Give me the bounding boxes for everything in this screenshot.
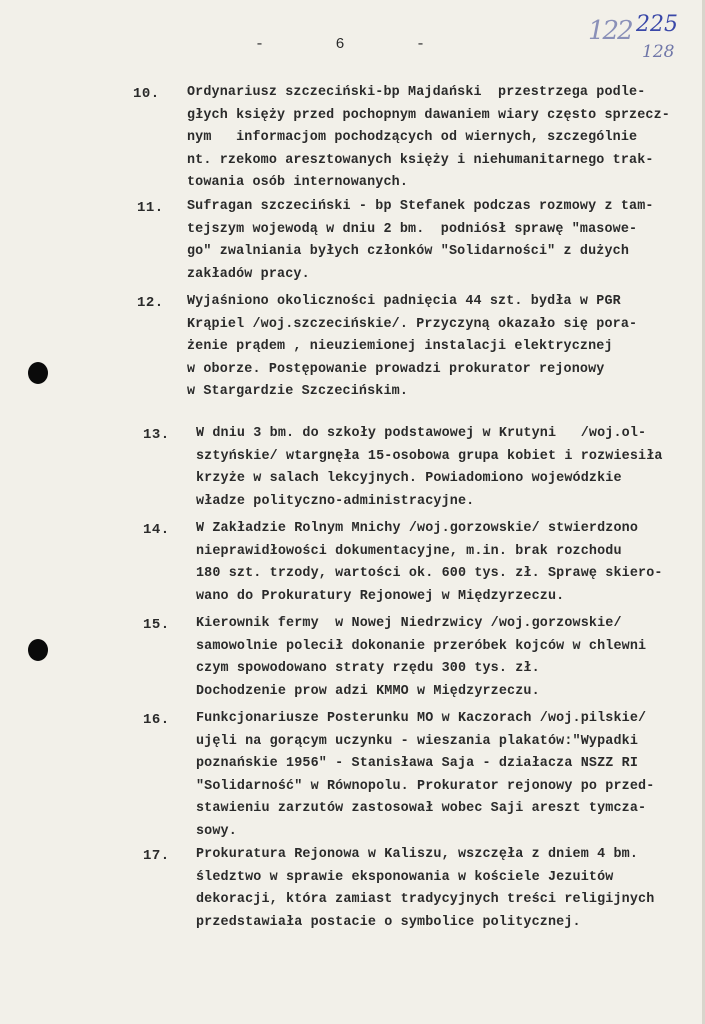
item-number: 11. xyxy=(137,200,164,216)
item-text-line: w Stargardzie Szczecińskim. xyxy=(187,384,409,400)
handwritten-number-1: 225 xyxy=(636,12,678,37)
item-text-line: 180 szt. trzody, wartości ok. 600 tys. zł. Sprawę skiero- xyxy=(196,566,663,582)
item-text-line: Prokuratura Rejonowa w Kaliszu, wszczęła z dniem 4 bm. xyxy=(196,847,639,862)
item-text-line: krzyże w salach lekcyjnych. Powiadomiono wojewódzkie xyxy=(196,471,622,487)
item-text-line: tejszym wojewodą w dniu 2 bm. podniósł sprawę "masowe- xyxy=(187,221,638,237)
item-text-line: czym spowodowano straty rzędu 300 tys. zł. xyxy=(196,661,540,677)
crossed-out-number: 122 xyxy=(588,16,632,46)
item-text-line: Dochodzenie prow adzi KMMO w Międzyrzeczu. xyxy=(196,683,540,699)
item-text-line: nieprawidłowości dokumentacyjne, m.in. brak rozchodu xyxy=(196,543,622,559)
item-text-line: go" zwalniania byłych członków "Solidarności" z dużych xyxy=(187,244,630,260)
item-text-line: zakładów pracy. xyxy=(187,266,310,282)
item-text-line: stawieniu zarzutów zastosował wobec Saji areszt tymcza- xyxy=(196,801,647,817)
item-number: 12. xyxy=(137,295,164,311)
item-text-line: sztyńskie/ wtargnęła 15-osobowa grupa kobiet i rozwiesiła xyxy=(196,448,663,464)
handwritten-page-numbers xyxy=(588,10,698,70)
item-text-line: sowy. xyxy=(196,824,237,839)
item-text-line: W dniu 3 bm. do szkoły podstawowej w Krutyni /woj.ol- xyxy=(196,426,647,441)
item-text-line: towania osób internowanych. xyxy=(187,175,409,191)
item-text-line: przedstawiała postacie o symbolice politycznej. xyxy=(196,914,581,930)
item-number: 17. xyxy=(143,848,170,864)
item-text-line: w oborze. Postępowanie prowadzi prokurator rejonowy xyxy=(187,361,605,377)
item-text-line: władze polityczno-administracyjne. xyxy=(196,493,475,509)
header-dash-right: - xyxy=(415,36,425,53)
page-header xyxy=(255,36,425,53)
item-text-line: samowolnie polecił dokonanie przeróbek kojców w chlewni xyxy=(196,638,647,654)
item-text-line: "Solidarność" w Równopolu. Prokurator rejonowy po przed- xyxy=(196,778,655,794)
item-number: 16. xyxy=(143,712,170,728)
item-text-line: poznańskie 1956" - Stanisława Saja - działacza NSZZ RI xyxy=(196,756,639,772)
page-number: 6 xyxy=(335,36,345,53)
item-text-line: Krąpiel /woj.szczecińskie/. Przyczyną okazało się pora- xyxy=(187,316,638,332)
handwritten-number-2: 128 xyxy=(642,42,675,62)
item-text-line: ujęli na gorącym uczynku - wieszania plakatów:"Wypadki xyxy=(196,733,639,749)
header-dash-left: - xyxy=(255,36,265,53)
item-text-line: Kierownik fermy w Nowej Niedrzwicy /woj.gorzowskie/ xyxy=(196,616,622,631)
item-text-line: śledztwo w sprawie eksponowania w kościele Jezuitów xyxy=(196,869,614,885)
item-number: 13. xyxy=(143,427,170,443)
item-text-line: żenie prądem , nieuziemionej instalacji elektrycznej xyxy=(187,339,613,355)
item-text-line: głych księży przed pochopnym dawaniem wiary często sprzecz- xyxy=(187,107,670,123)
item-text-line: Ordynariusz szczeciński-bp Majdański przestrzega podle- xyxy=(187,85,646,100)
item-text-line: W Zakładzie Rolnym Mnichy /woj.gorzowskie/ stwierdzono xyxy=(196,521,639,536)
item-number: 10. xyxy=(133,86,160,102)
item-text-line: Wyjaśniono okoliczności padnięcia 44 szt. bydła w PGR xyxy=(187,294,621,309)
item-number: 15. xyxy=(143,617,170,633)
item-text-line: dekoracji, która zamiast tradycyjnych treści religijnych xyxy=(196,892,655,908)
item-text-line: wano do Prokuratury Rejonowej w Międzyrzeczu. xyxy=(196,588,565,604)
item-text-line: nt. rzekomo aresztowanych księży i niehumanitarnego trak- xyxy=(187,152,654,168)
item-text-line: Funkcjonariusze Posterunku MO w Kaczorach /woj.pilskie/ xyxy=(196,711,647,726)
item-text-line: nym informacjom pochodzących od wiernych, szczególnie xyxy=(187,130,638,146)
punch-hole-upper xyxy=(28,362,48,384)
item-number: 14. xyxy=(143,522,170,538)
punch-hole-lower xyxy=(28,639,48,661)
item-text-line: Sufragan szczeciński - bp Stefanek podczas rozmowy z tam- xyxy=(187,199,654,214)
